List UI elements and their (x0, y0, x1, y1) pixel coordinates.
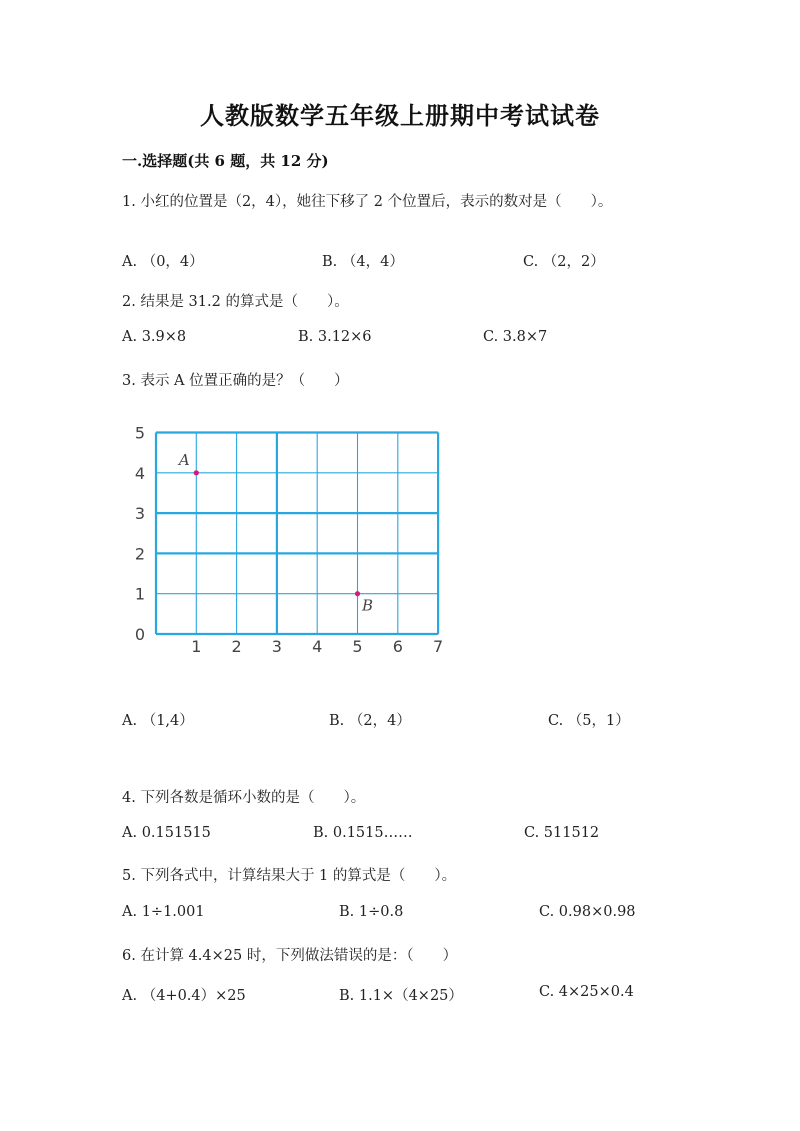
question-2-option-c: C. 3.8×7 (483, 329, 548, 345)
coordinate-grid (120, 418, 460, 668)
question-6-option-a: A. （4+0.4）×25 (122, 988, 246, 1004)
question-4-option-b: B. 0.1515…… (313, 825, 413, 841)
point-b-marker (355, 591, 360, 596)
point-b-label: B (361, 596, 374, 615)
question-3-option-c: C. （5，1） (548, 713, 630, 729)
question-4-option-a: A. 0.151515 (122, 825, 211, 841)
page-title: 人教版数学五年级上册期中考试试卷 (200, 101, 600, 130)
question-4-stem: 4. 下列各数是循环小数的是（ ）。 (122, 790, 366, 806)
question-4-option-c: C. 511512 (524, 825, 600, 841)
x-tick-label: 1 (191, 637, 202, 656)
question-2-option-a: A. 3.9×8 (122, 329, 187, 345)
question-3-stem: 3. 表示 A 位置正确的是？（ ） (122, 373, 349, 389)
x-tick-label: 6 (392, 637, 403, 656)
question-3-option-a: A. （1,4） (122, 713, 194, 729)
question-5-option-c: C. 0.98×0.98 (539, 904, 636, 920)
question-6-option-c: C. 4×25×0.4 (539, 984, 634, 1000)
question-5-option-b: B. 1÷0.8 (339, 904, 404, 920)
x-tick-label: 5 (352, 637, 363, 656)
y-tick-label: 2 (134, 544, 146, 564)
question-6-stem: 6. 在计算 4.4×25 时，下列做法错误的是：（ ） (122, 948, 458, 964)
y-tick-label: 3 (134, 504, 146, 524)
x-tick-label: 3 (271, 637, 282, 656)
question-2-option-b: B. 3.12×6 (298, 329, 372, 345)
question-1-stem: 1. 小红的位置是（2，4），她往下移了 2 个位置后，表示的数对是（ ）。 (122, 194, 613, 210)
question-5-stem: 5. 下列各式中，计算结果大于 1 的算式是（ ）。 (122, 868, 457, 884)
x-tick-label: 7 (433, 637, 444, 656)
question-1-option-c: C. （2，2） (523, 254, 605, 270)
point-a-label: A (178, 450, 190, 469)
point-a-marker (194, 470, 199, 475)
coordinate-grid-figure (120, 418, 460, 668)
question-3-option-b: B. （2，4） (329, 713, 411, 729)
y-tick-label: 4 (134, 463, 146, 483)
section-heading: 一.选择题(共 6 题，共 12 分) (122, 152, 329, 170)
question-1-option-a: A. （0，4） (122, 254, 204, 270)
y-tick-label: 1 (134, 584, 146, 604)
x-tick-label: 2 (231, 637, 242, 656)
question-6-option-b: B. 1.1×（4×25） (339, 988, 463, 1004)
question-1-option-b: B. （4，4） (322, 254, 404, 270)
y-tick-label: 5 (134, 423, 146, 443)
x-tick-label: 4 (312, 637, 323, 656)
question-2-stem: 2. 结果是 31.2 的算式是（ ）。 (122, 294, 349, 310)
y-tick-label: 0 (134, 625, 146, 644)
question-5-option-a: A. 1÷1.001 (122, 904, 205, 920)
